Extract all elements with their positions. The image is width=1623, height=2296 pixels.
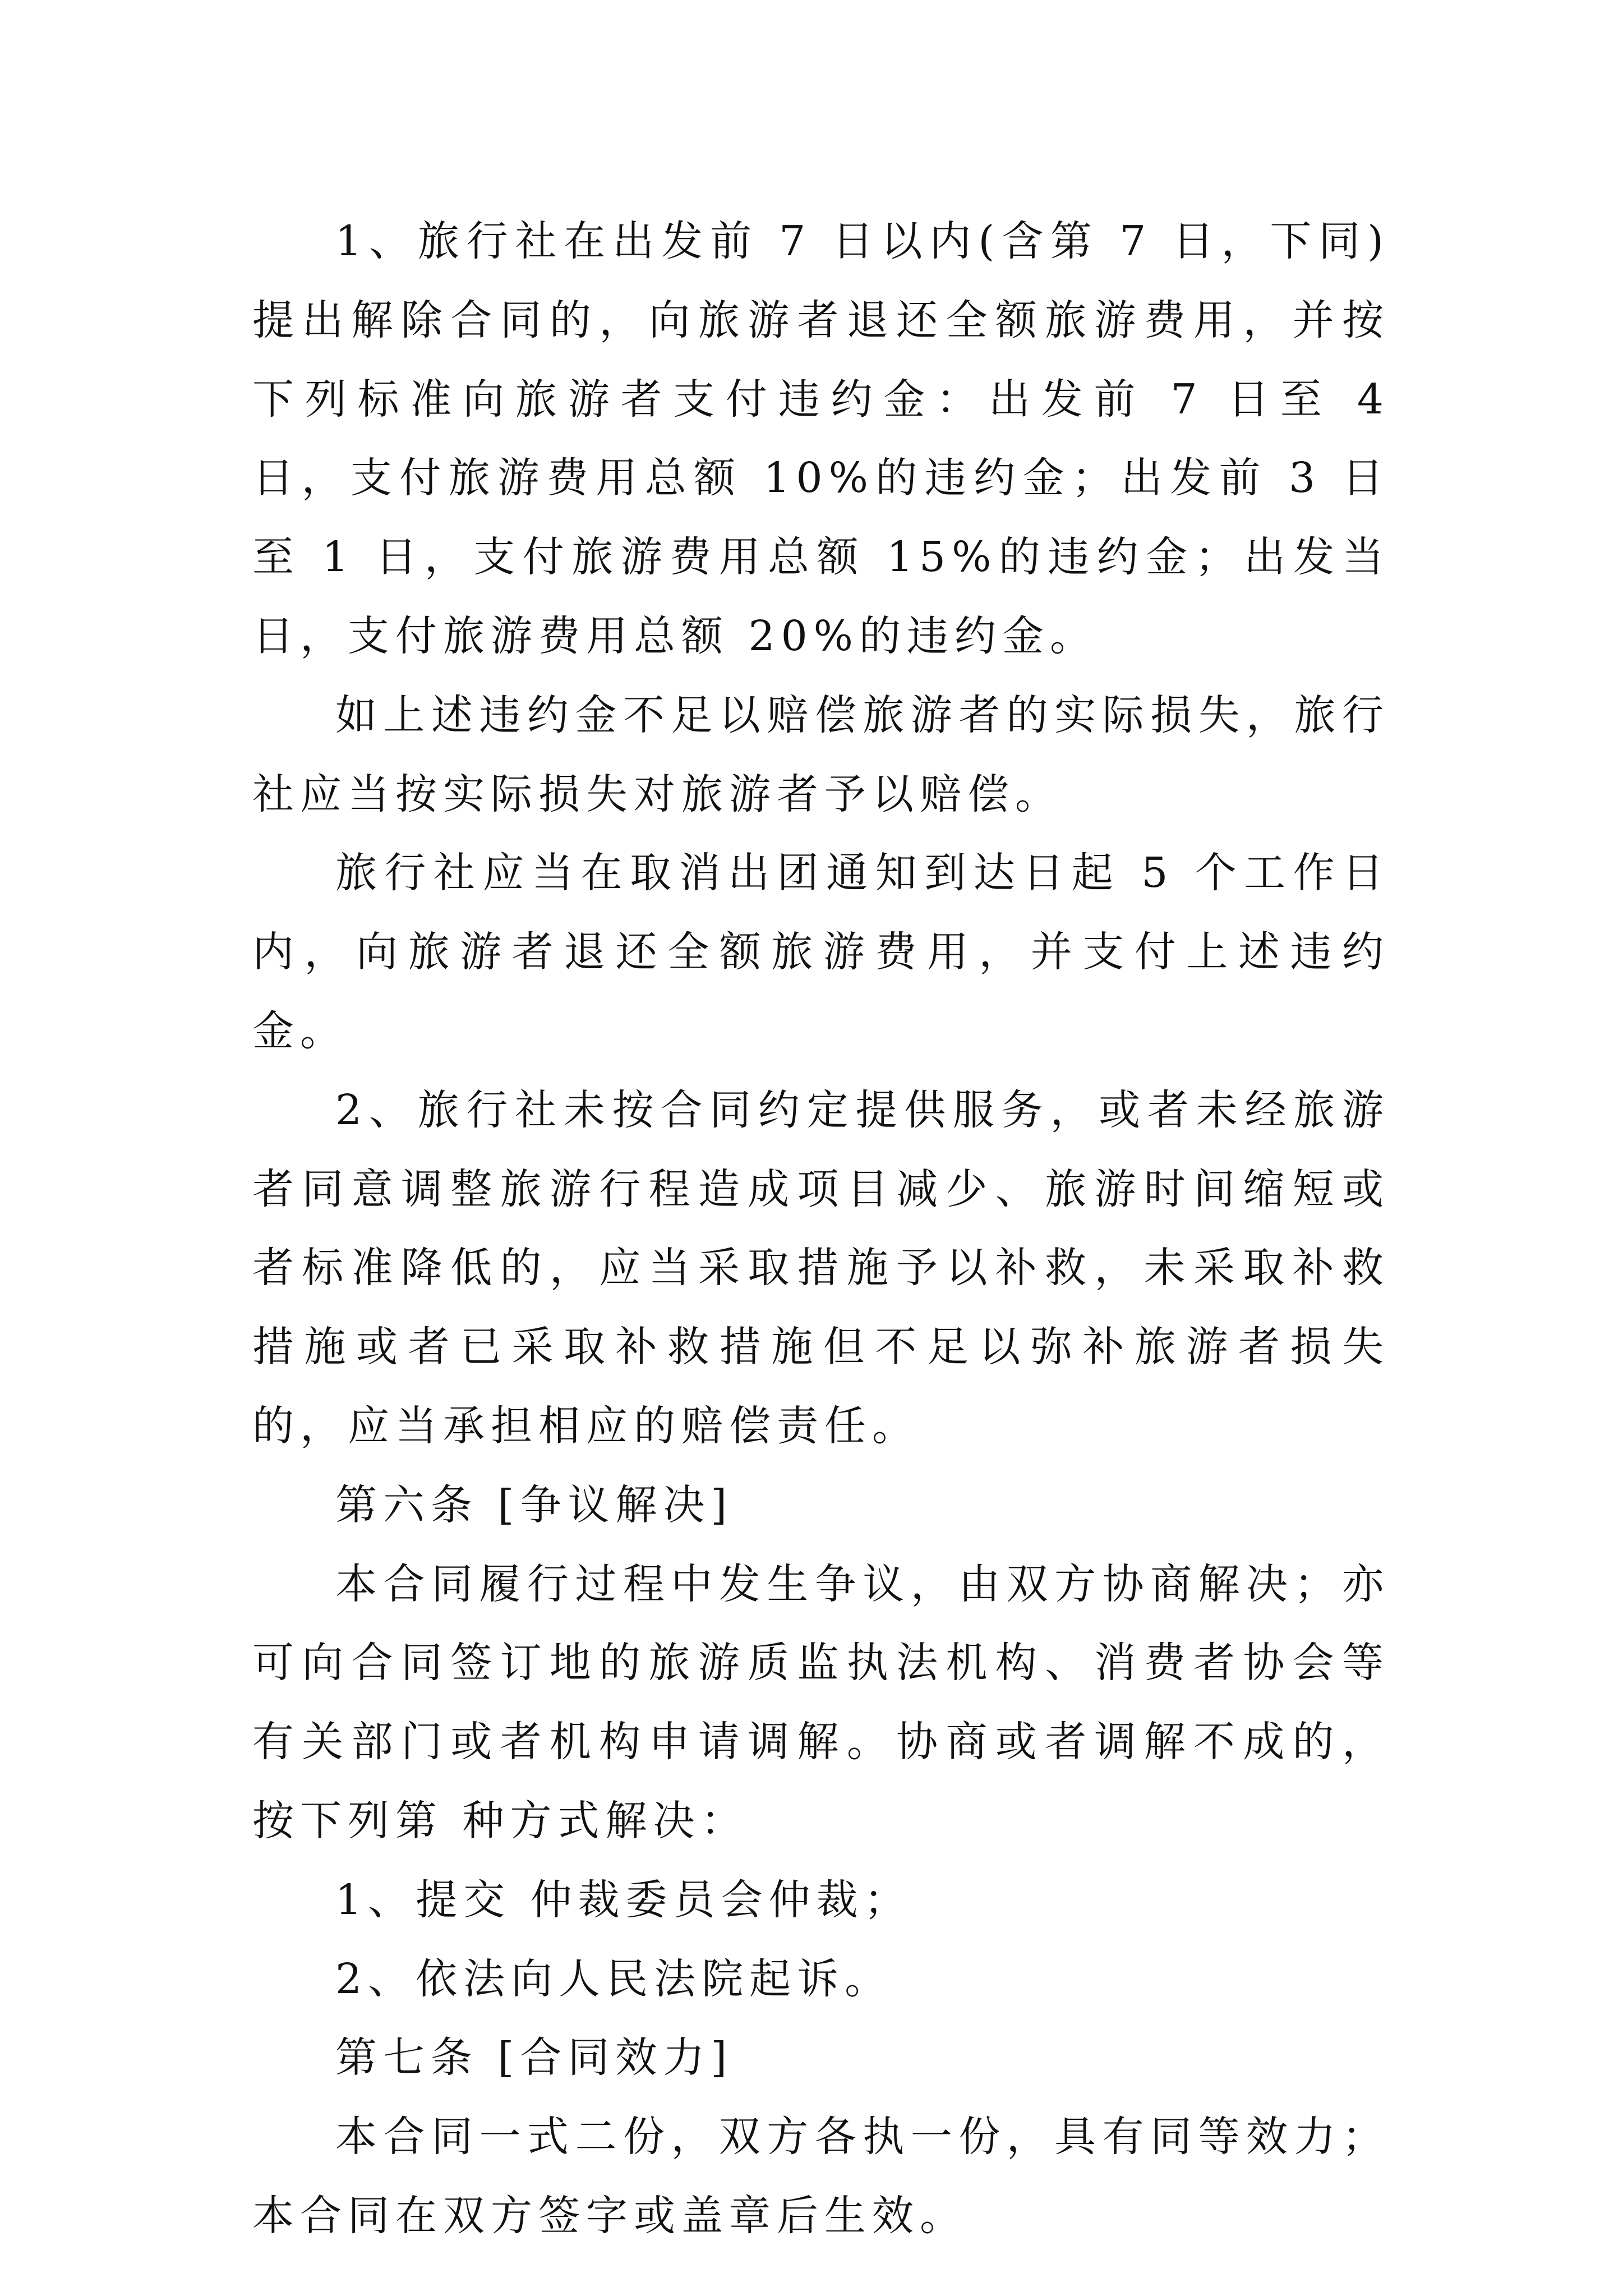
list-item-arbitration: 1、提交 仲裁委员会仲裁； — [335, 1875, 912, 1924]
paragraph-compensation: 如上述违约金不足以赔偿旅游者的实际损失，旅行社应当按实际损失对旅游者予以赔偿。 — [252, 691, 1390, 818]
list-item-litigation: 2、依法向人民法院起诉。 — [335, 1954, 893, 2003]
paragraph-contract-validity: 本合同一式二份，双方各执一份，具有同等效力；本合同在双方签字或盖章后生效。 — [252, 2113, 1390, 2240]
paragraph-refund-deadline: 旅行社应当在取消出团通知到达日起 5 个工作日内，向旅游者退还全额旅游费用，并支付上述违约金。 — [252, 849, 1390, 1055]
section-heading-dispute: 第六条 [争议解决] — [335, 1480, 734, 1529]
section-heading-validity: 第七条 [合同效力] — [335, 2033, 734, 2082]
document-body — [252, 202, 1390, 2256]
paragraph-service-breach: 2、旅行社未按合同约定提供服务，或者未经旅游者同意调整旅游行程造成项目减少、旅游时间缩短或者标准降低的，应当采取措施予以补救，未采取补救措施或者已采取补救措施但不足以弥补旅游者损失的，应当承担相应的赔偿责任。 — [252, 1085, 1390, 1450]
paragraph-operator-cancellation: 1、旅行社在出发前 7 日以内(含第 7 日，下同)提出解除合同的，向旅游者退还全额旅游费用，并按下列标准向旅游者支付违约金：出发前 7 日至 4 日，支付旅游费用总额 10%的违约金；出发前 3 日至 1 日，支付旅游费用总额 15%的违约金；出发当日，支付旅游费用总额 20%的违约金。 — [252, 217, 1390, 660]
paragraph-dispute-resolution: 本合同履行过程中发生争议，由双方协商解决；亦可向合同签订地的旅游质监执法机构、消费者协会等有关部门或者机构申请调解。协商或者调解不成的，按下列第 种方式解决： — [252, 1559, 1390, 1845]
